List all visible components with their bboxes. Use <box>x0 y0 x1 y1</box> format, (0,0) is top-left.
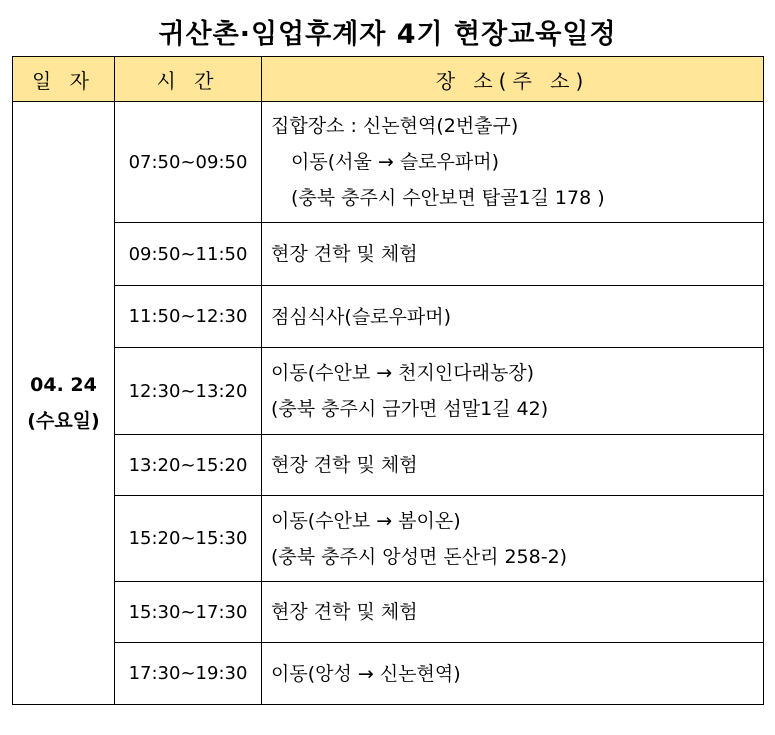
place-cell <box>262 286 764 348</box>
table-row <box>13 582 764 643</box>
time-cell: 09:50~11:50 <box>115 223 262 286</box>
date-cell <box>13 102 115 705</box>
date-day: 04. 24 <box>30 374 97 396</box>
place-cell <box>262 223 764 286</box>
time-cell: 15:20~15:30 <box>115 496 262 582</box>
place-line: 집합장소 : 신논현역(2번출구) <box>271 115 519 137</box>
table-header-row <box>13 57 764 102</box>
place-line: 현장 견학 및 체험 <box>271 601 418 623</box>
place-cell <box>262 496 764 582</box>
time-cell: 17:30~19:30 <box>115 643 262 705</box>
date-weekday: (수요일) <box>27 410 100 432</box>
place-line: 현장 견학 및 체험 <box>271 454 418 476</box>
place-cell <box>262 348 764 435</box>
time-cell: 12:30~13:20 <box>115 348 262 435</box>
table-row <box>13 286 764 348</box>
place-line: 이동(수안보 → 봄이온) <box>271 509 461 532</box>
time-cell: 11:50~12:30 <box>115 286 262 348</box>
place-line: (충북 충주시 수안보면 탑골1길 178 ) <box>291 187 605 209</box>
time-cell: 13:20~15:20 <box>115 435 262 496</box>
place-cell <box>262 582 764 643</box>
header-time: 시 간 <box>115 57 262 102</box>
table-row <box>13 435 764 496</box>
place-cell <box>262 643 764 705</box>
header-place: 장 소(주 소) <box>262 57 764 102</box>
time-cell: 07:50~09:50 <box>115 102 262 223</box>
place-cell <box>262 102 764 223</box>
table-row <box>13 102 764 223</box>
place-line: 이동(앙성 → 신논현역) <box>271 662 461 685</box>
table-row <box>13 348 764 435</box>
page-title: 귀산촌·임업후계자 4기 현장교육일정 <box>158 19 617 50</box>
time-cell: 15:30~17:30 <box>115 582 262 643</box>
place-line: 점심식사(슬로우파머) <box>271 305 452 328</box>
table-row <box>13 643 764 705</box>
table-row <box>13 223 764 286</box>
schedule-table <box>12 56 764 705</box>
place-line: 이동(수안보 → 천지인다래농장) <box>271 362 535 384</box>
header-date: 일 자 <box>13 57 115 102</box>
place-cell <box>262 435 764 496</box>
place-line: 이동(서울 → 슬로우파머) <box>291 151 500 173</box>
place-line: (충북 충주시 금가면 섬말1길 42) <box>271 398 549 420</box>
place-line: 현장 견학 및 체험 <box>271 243 418 265</box>
place-line: (충북 충주시 앙성면 돈산리 258-2) <box>271 545 568 568</box>
table-row <box>13 496 764 582</box>
